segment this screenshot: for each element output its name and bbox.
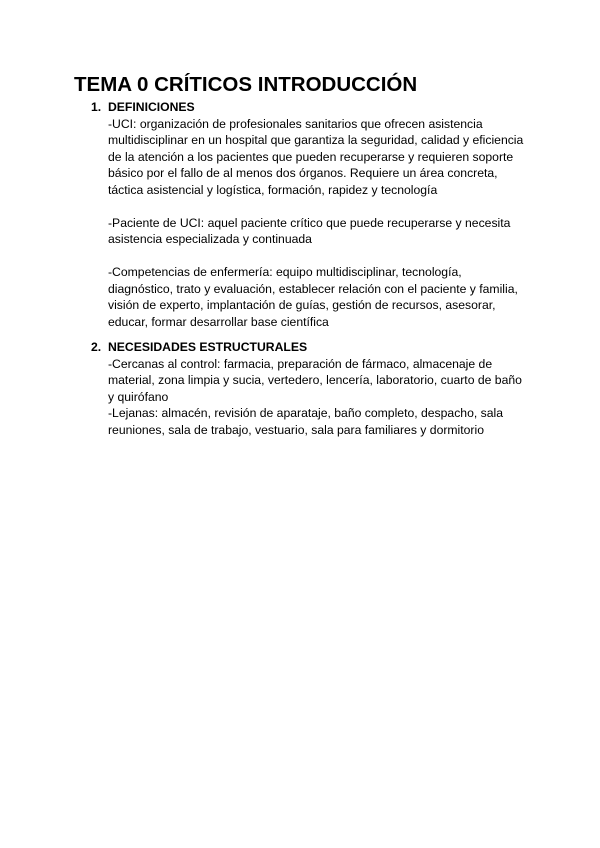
section-number: 2. [91, 340, 102, 354]
necesidades-lejanas: -Lejanas: almacén, revisión de aparataje, baño completo, despacho, sala reuniones, sala de trabajo, vestuario, sala para familiares y dormitorio [108, 406, 503, 437]
definition-competencias: -Competencias de enfermería: equipo multidisciplinar, tecnología, diagnóstico, trato y evaluación, establecer relación con el paciente y familia, visión de experto, implantación de guías, gestión de recursos, asesorar, educar, formar desarrollar base científica [108, 265, 518, 329]
section-title: DEFINICIONES [108, 100, 195, 114]
section-definiciones [91, 99, 531, 330]
section-heading [91, 99, 531, 116]
necesidades-cercanas: -Cercanas al control: farmacia, preparación de fármaco, almacenaje de material, zona limpia y sucia, vertedero, lencería, laboratorio, cuarto de baño y quirófano [108, 356, 522, 404]
definition-paciente-uci: -Paciente de UCI: aquel paciente crítico que puede recuperarse y necesita asistencia especializada y continuada [108, 215, 511, 246]
document-title: TEMA 0 CRÍTICOS INTRODUCCIÓN [74, 73, 418, 96]
section-heading [91, 339, 531, 356]
section-number: 1. [91, 100, 102, 114]
definition-uci: -UCI: organización de profesionales sanitarios que ofrecen asistencia multidisciplinar en un hospital que garantiza la seguridad, calidad y eficiencia de la atención a los pacientes que pueden recuperarse y requieren soporte básico por el fallo de al menos dos órganos. Requiere un área concreta, táctica asistencial y logística, formación, rapidez y tecnología [108, 116, 524, 197]
section-necesidades-estructurales [91, 339, 531, 438]
section-title: NECESIDADES ESTRUCTURALES [108, 340, 308, 354]
